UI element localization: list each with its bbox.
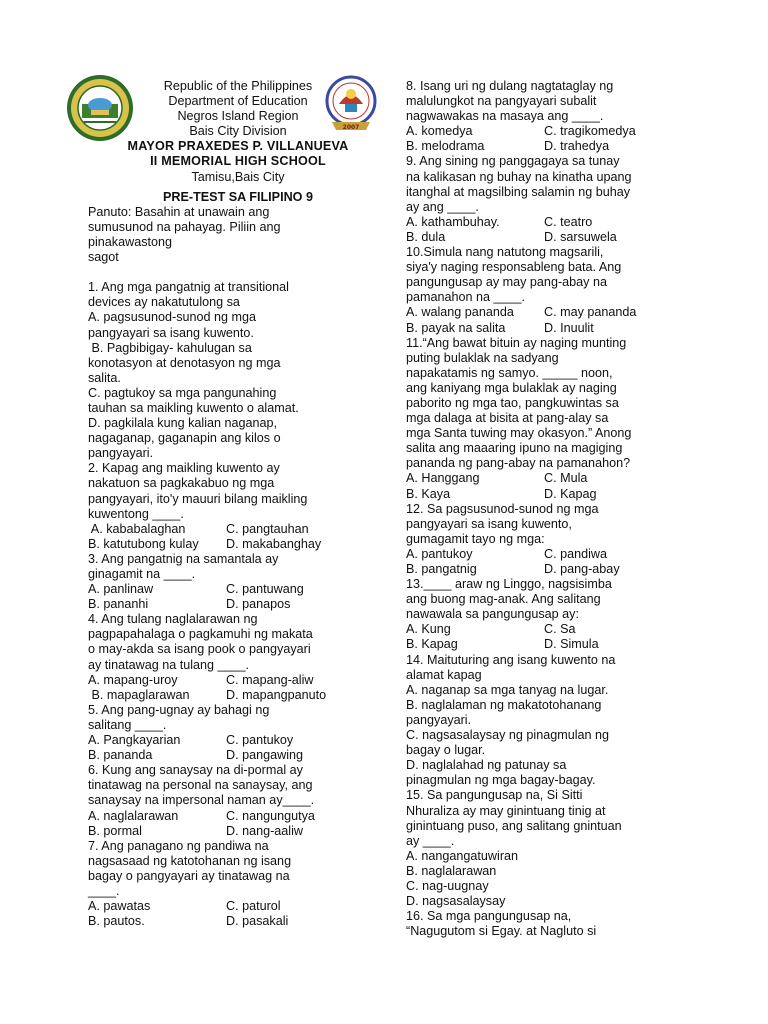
question-line: 11.“Ang bawat bituin ay naging munting bbox=[406, 335, 627, 350]
choice-text: D. Kapag bbox=[544, 486, 597, 501]
left-questions bbox=[88, 280, 388, 929]
question-line: o may-akda sa isang pook o pangyayari bbox=[88, 642, 311, 657]
question-line: salita ang maaaring ipuno na magiging bbox=[406, 441, 623, 456]
question-line: pangyayari sa isang kuwento, bbox=[406, 516, 572, 531]
choice-text: D. pang-abay bbox=[544, 562, 620, 576]
choice-row bbox=[406, 547, 681, 562]
choice-text: C. paturol bbox=[226, 899, 281, 914]
choice-text: A. kababalaghan bbox=[88, 521, 186, 536]
choice-text: B. dula bbox=[406, 229, 446, 244]
choice-text: B. katutubong kulay bbox=[88, 536, 199, 551]
question-line: C. pagtukoy sa mga pangunahing bbox=[88, 385, 277, 400]
header-division: Bais City Division bbox=[189, 124, 287, 139]
choice-row bbox=[406, 305, 681, 320]
question-line: paborito ng mga tao, pangkuwintas sa bbox=[406, 395, 619, 410]
question-line: “Nagugutom si Egay. at Nagluto si bbox=[406, 924, 597, 939]
question-line: B. naglalarawan bbox=[406, 863, 497, 878]
question-line: nagwawakas na masaya ang ____. bbox=[406, 109, 604, 124]
choice-row bbox=[88, 899, 388, 914]
left-column bbox=[88, 79, 388, 929]
question-line: mga dalaga at bisita at pang-alay sa bbox=[406, 411, 609, 426]
question-line: 16. Sa mga pangungusap na, bbox=[406, 909, 572, 924]
choice-row bbox=[406, 124, 681, 139]
right-column bbox=[406, 79, 681, 939]
question-line: ____. bbox=[88, 883, 120, 898]
choice-text: C. Mula bbox=[544, 471, 588, 486]
choice-text: A. pantukoy bbox=[406, 546, 473, 561]
choice-text: D. pangawing bbox=[226, 748, 304, 763]
choice-text: B. pautos. bbox=[88, 914, 145, 929]
question-line: pangyayari sa isang kuwento. bbox=[88, 325, 254, 340]
choice-row bbox=[88, 824, 388, 839]
choice-row bbox=[88, 522, 388, 537]
choice-text: A. kathambuhay. bbox=[406, 214, 500, 229]
question-line: pangungusap ay may pang-abay na bbox=[406, 275, 607, 290]
question-line: 7. Ang panagano ng pandiwa na bbox=[88, 838, 269, 853]
choice-text: B. payak na salita bbox=[406, 320, 506, 335]
right-questions bbox=[406, 79, 681, 939]
question-line: D. nagsasalaysay bbox=[406, 894, 506, 909]
question-line: itanghal at magsilbing salamin ng buhay bbox=[406, 184, 631, 199]
question-line: pamanahon na ____. bbox=[406, 290, 526, 305]
choice-row bbox=[406, 139, 681, 154]
choice-text: D. makabanghay bbox=[226, 536, 322, 551]
question-line: bagay o lugar. bbox=[406, 743, 486, 758]
question-line: siya'y naging responsableng bata. Ang bbox=[406, 260, 622, 275]
choice-text: C. pantukoy bbox=[226, 733, 294, 748]
question-line: nagaganap, gaganapin ang kilos o bbox=[88, 431, 281, 446]
choice-text: A. Hanggang bbox=[406, 471, 480, 486]
choice-text: D. panapos bbox=[226, 597, 291, 612]
question-line: pananda ng pang-abay na pamanahon? bbox=[406, 456, 631, 471]
question-line: C. nagsasalaysay ng pinagmulan ng bbox=[406, 728, 610, 743]
svg-text:2007: 2007 bbox=[342, 124, 360, 131]
question-line: C. nag-uugnay bbox=[406, 878, 489, 893]
question-line: mga Santa tuwing may okasyon.” Anong bbox=[406, 426, 632, 441]
choice-row bbox=[88, 582, 388, 597]
question-line: 5. Ang pang-ugnay ay bahagi ng bbox=[88, 702, 270, 717]
question-line: 10.Simula nang natutong magsarili, bbox=[406, 245, 604, 260]
choice-text: A. Pangkayarian bbox=[88, 733, 181, 748]
choice-row bbox=[88, 597, 388, 612]
question-line: alamat kapag bbox=[406, 667, 482, 682]
choice-row bbox=[88, 673, 388, 688]
choice-text: B. pananhi bbox=[88, 597, 149, 612]
question-line: ginagamit na ____. bbox=[88, 567, 196, 581]
choice-text: A. walang pananda bbox=[406, 305, 514, 320]
question-line: Nhuraliza ay may ginintuang tinig at bbox=[406, 803, 606, 818]
question-line: 12. Sa pagsusunod-sunod ng mga bbox=[406, 501, 599, 516]
question-line: B. Pagbibigay- kahulugan sa bbox=[88, 340, 252, 355]
instructions-line: Panuto: Basahin at unawain ang bbox=[88, 204, 270, 219]
question-line: ang buong mag-anak. Ang salitang bbox=[406, 592, 601, 607]
question-line: na kalikasan ng buhay na kinatha upang bbox=[406, 169, 632, 184]
choice-text: B. pangatnig bbox=[406, 562, 477, 576]
question-line: 2. Kapag ang maikling kuwento ay bbox=[88, 461, 280, 476]
choice-text: A. naglalarawan bbox=[88, 808, 179, 823]
choice-text: C. may pananda bbox=[544, 305, 637, 320]
choice-text: B. Kapag bbox=[406, 637, 458, 652]
choice-text: D. mapangpanuto bbox=[226, 687, 327, 702]
choice-text: C. teatro bbox=[544, 214, 593, 229]
choice-text: A. komedya bbox=[406, 124, 473, 139]
question-line: ginintuang puso, ang salitang gnintuan bbox=[406, 818, 622, 833]
question-line: pinagmulan ng mga bagay-bagay. bbox=[406, 773, 596, 788]
test-title: PRE-TEST SA FILIPINO 9 bbox=[163, 189, 313, 204]
question-line: D. naglalahad ng patunay sa bbox=[406, 758, 567, 773]
question-line: salita. bbox=[88, 370, 121, 385]
question-line: ay ____. bbox=[406, 833, 455, 848]
school-name-line-1: MAYOR PRAXEDES P. VILLANUEVA bbox=[127, 139, 349, 154]
question-line: sanaysay na impersonal naman ay____. bbox=[88, 793, 315, 808]
question-line: pagpapahalaga o pagkamuhi ng makata bbox=[88, 627, 313, 642]
choice-text: B. melodrama bbox=[406, 139, 485, 154]
choice-text: B. mapaglarawan bbox=[88, 687, 190, 702]
question-line: salitang ____. bbox=[88, 717, 167, 732]
question-line: 14. Maituturing ang isang kuwento na bbox=[406, 652, 616, 667]
question-line: tauhan sa maikling kuwento o alamat. bbox=[88, 400, 299, 415]
question-line: pangyayari, ito'y mauuri bilang maikling bbox=[88, 491, 308, 506]
question-line: pangyayari. bbox=[88, 446, 154, 461]
spacer bbox=[88, 265, 388, 280]
choice-text: C. mapang-aliw bbox=[226, 672, 314, 687]
question-line: gumagamit tayo ng mga: bbox=[406, 531, 545, 546]
question-line: napakatamis ng samyo. _____ noon, bbox=[406, 365, 613, 380]
choice-text: C. pantuwang bbox=[226, 582, 304, 597]
choice-row bbox=[88, 809, 388, 824]
choice-row bbox=[88, 537, 388, 552]
choice-row bbox=[406, 622, 681, 637]
question-line: kuwentong ____. bbox=[88, 506, 184, 521]
choice-row bbox=[406, 637, 681, 652]
choice-text: B. pananda bbox=[88, 748, 153, 763]
school-name-line-2: II MEMORIAL HIGH SCHOOL bbox=[150, 154, 326, 169]
choice-text: A. pawatas bbox=[88, 899, 151, 914]
choice-row bbox=[406, 562, 681, 577]
choice-text: B. Kaya bbox=[406, 486, 451, 501]
question-line: A. nangangatuwiran bbox=[406, 848, 519, 863]
instructions-line: sagot bbox=[88, 250, 119, 265]
choice-text: C. tragikomedya bbox=[544, 124, 636, 139]
question-line: 3. Ang pangatnig na samantala ay bbox=[88, 551, 279, 566]
choice-text: C. pangtauhan bbox=[226, 521, 309, 536]
question-line: puting bulaklak na sadyang bbox=[406, 350, 559, 365]
choice-text: A. Kung bbox=[406, 622, 451, 637]
choice-text: D. trahedya bbox=[544, 139, 610, 154]
question-line: 8. Isang uri ng dulang nagtataglay ng bbox=[406, 79, 614, 93]
choice-row bbox=[88, 748, 388, 763]
question-line: 15. Sa pangungusap na, Si Sitti bbox=[406, 788, 583, 803]
header-department: Department of Education bbox=[168, 94, 308, 109]
question-line: 1. Ang mga pangatnig at transitional bbox=[88, 280, 289, 295]
question-line: B. naglalaman ng makatotohanang bbox=[406, 697, 602, 712]
question-line: ay ang ____. bbox=[406, 199, 479, 214]
instructions-line: pinakawastong bbox=[88, 234, 173, 249]
choice-text: D. pasakali bbox=[226, 914, 289, 929]
question-line: A. naganap sa mga tanyag na lugar. bbox=[406, 682, 609, 697]
choice-text: C. Sa bbox=[544, 622, 576, 637]
choice-text: D. nang-aaliw bbox=[226, 823, 304, 838]
choice-row bbox=[88, 914, 388, 929]
choice-text: C. nangungutya bbox=[226, 808, 315, 823]
choice-text: D. Inuulit bbox=[544, 320, 594, 335]
question-line: 13.____ araw ng Linggo, nagsisimba bbox=[406, 577, 612, 592]
question-line: 6. Kung ang sanaysay na di-pormal ay bbox=[88, 763, 303, 778]
question-line: konotasyon at denotasyon ng mga bbox=[88, 355, 281, 370]
choice-text: D. Simula bbox=[544, 637, 599, 652]
choice-row bbox=[406, 230, 681, 245]
question-line: malulungkot na pangyayari subalit bbox=[406, 94, 597, 109]
instructions-line: sumusunod na pahayag. Piliin ang bbox=[88, 219, 281, 234]
choice-row bbox=[406, 471, 681, 486]
question-line: D. pagkilala kung kalian naganap, bbox=[88, 416, 278, 431]
question-line: 9. Ang sining ng panggagaya sa tunay bbox=[406, 154, 620, 169]
header-republic: Republic of the Philippines bbox=[163, 79, 313, 93]
choice-text: D. sarsuwela bbox=[544, 229, 617, 244]
choice-row bbox=[406, 321, 681, 336]
choice-text: C. pandiwa bbox=[544, 546, 608, 561]
question-line: bagay o pangyayari ay tinatawag na bbox=[88, 868, 290, 883]
choice-row bbox=[88, 733, 388, 748]
question-line: nawawala sa pangungusap ay: bbox=[406, 607, 579, 622]
question-line: devices ay nakatutulong sa bbox=[88, 295, 240, 310]
choice-row bbox=[88, 688, 388, 703]
choice-text: A. panlinaw bbox=[88, 582, 154, 597]
question-line: nakatuon sa pagkakabuo ng mga bbox=[88, 476, 275, 491]
choice-text: A. mapang-uroy bbox=[88, 672, 178, 687]
question-line: 4. Ang tulang naglalarawan ng bbox=[88, 612, 258, 627]
choice-text: B. pormal bbox=[88, 823, 142, 838]
question-line: ay tinatawag na tulang ____. bbox=[88, 657, 250, 672]
question-line: pangyayari. bbox=[406, 712, 472, 727]
question-line: nagsasaad ng katotohanan ng isang bbox=[88, 853, 292, 868]
question-line: A. pagsusunod-sunod ng mga bbox=[88, 310, 257, 325]
choice-row bbox=[406, 487, 681, 502]
choice-row bbox=[406, 215, 681, 230]
question-line: tinatawag na personal na sanaysay, ang bbox=[88, 778, 313, 793]
question-line: ang kaniyang mga bulaklak ay naging bbox=[406, 380, 617, 395]
header-region: Negros Island Region bbox=[177, 109, 299, 124]
school-location: Tamisu,Bais City bbox=[191, 169, 285, 184]
